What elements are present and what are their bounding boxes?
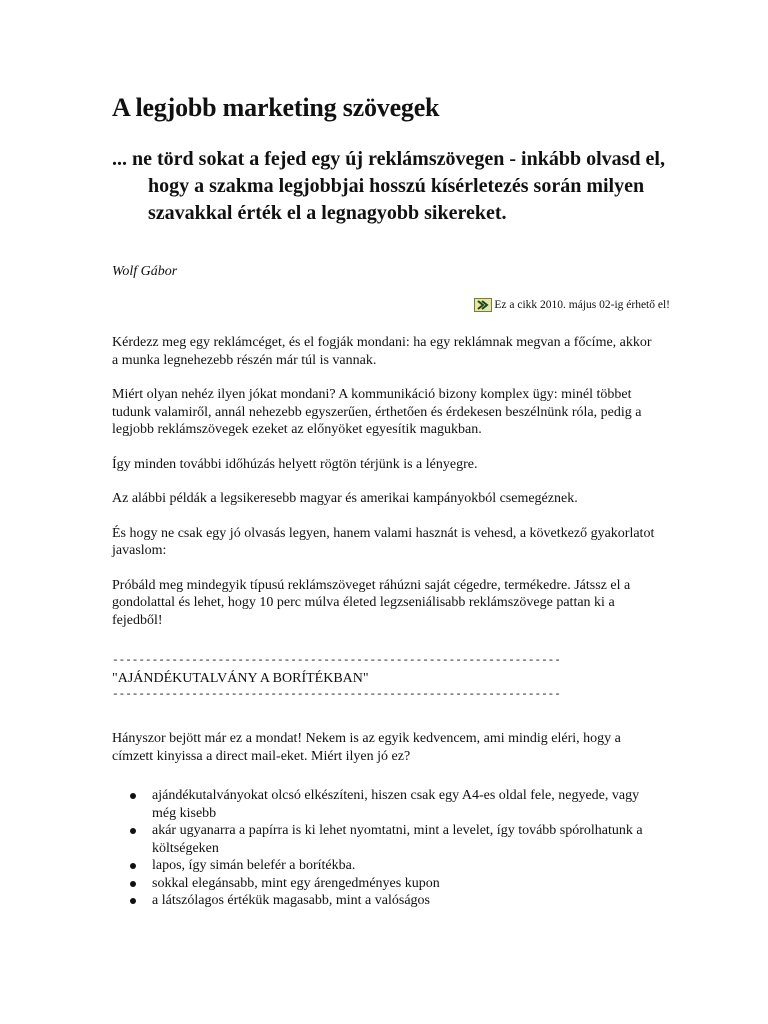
availability-notice — [474, 298, 670, 312]
list-item — [130, 822, 657, 857]
list-item-text: akár ugyanarra a papírra is ki lehet nyomtatni, mint a levelet, így tovább spórolhatunk a költségeken — [152, 823, 643, 856]
page-title: A legjobb marketing szövegek — [112, 93, 440, 122]
list-item-text: lapos, így simán belefér a borítékba. — [152, 858, 356, 873]
paragraph: Miért olyan nehéz ilyen jókat mondani? A kommunikáció bizony komplex ügy: minél többet tudunk valamiről, annál nehezebb egyszerűen, érthetően és érdekesen beszélnünk róla, pedig a legjobb reklámszövegek ezeket az előnyöket egyesítik magukban. — [112, 387, 642, 437]
author-name: Wolf Gábor — [112, 264, 178, 279]
bullet-icon — [130, 793, 136, 799]
arrow-icon — [474, 298, 492, 312]
list-item-text: ajándékutalványokat olcsó elkészíteni, hiszen csak egy A4-es oldal fele, negyede, vagy még kisebb — [152, 788, 640, 821]
bullet-icon — [130, 828, 136, 834]
list-item — [130, 857, 657, 875]
paragraph: Az alábbi példák a legsikeresebb magyar és amerikai kampányokból csemegéznek. — [112, 491, 578, 506]
benefit-list — [112, 787, 657, 910]
separator-line: -------------------------------------------------------------------- — [112, 655, 561, 667]
list-item — [130, 787, 657, 822]
list-item-text: a látszólagos értékük magasabb, mint a valóságos — [152, 893, 430, 908]
paragraph: És hogy ne csak egy jó olvasás legyen, hanem valami hasznát is vehesd, a következő gyakorlatot javaslom: — [112, 525, 655, 558]
paragraph: Próbáld meg mindegyik típusú reklámszöveget ráhúzni saját cégedre, termékedre. Játssz el a gondolattal és lehet, hogy 10 perc múlva életed legzseniálisabb reklámszövege pattan ki a fejedből! — [112, 577, 631, 628]
list-item — [130, 875, 657, 893]
section-paragraph: Hányszor bejött már ez a mondat! Nekem is az egyik kedvencem, ami mindig eléri, hogy a címzett kinyissa a direct mail-eket. Miért ilyen jó ez? — [112, 731, 621, 764]
section-header-block — [112, 653, 657, 704]
article-body — [112, 334, 657, 910]
lead-subtitle: ... ne törd sokat a fejed egy új reklámszövegen - inkább olvasd el, hogy a szakma legjobbjai hosszú kísérletezés során milyen szavakkal érték el a legnagyobb sikereket. — [112, 148, 665, 224]
bullet-icon — [130, 898, 136, 904]
bullet-icon — [130, 863, 136, 869]
section-heading: "AJÁNDÉKUTALVÁNY A BORÍTÉKBAN" — [112, 671, 369, 686]
list-item — [130, 892, 657, 910]
list-item-text: sokkal elegánsabb, mint egy árengedményes kupon — [152, 875, 440, 891]
separator-line: -------------------------------------------------------------------- — [112, 689, 561, 701]
paragraph: Kérdezz meg egy reklámcéget, és el fogják mondani: ha egy reklámnak megvan a főcíme, akkor a munka legnehezebb részén már túl is vannak. — [112, 335, 652, 368]
paragraph: Így minden további időhúzás helyett rögtön térjünk is a lényegre. — [112, 456, 478, 472]
notice-text: Ez a cikk 2010. május 02-ig érhető el! — [494, 299, 670, 311]
bullet-icon — [130, 881, 136, 887]
